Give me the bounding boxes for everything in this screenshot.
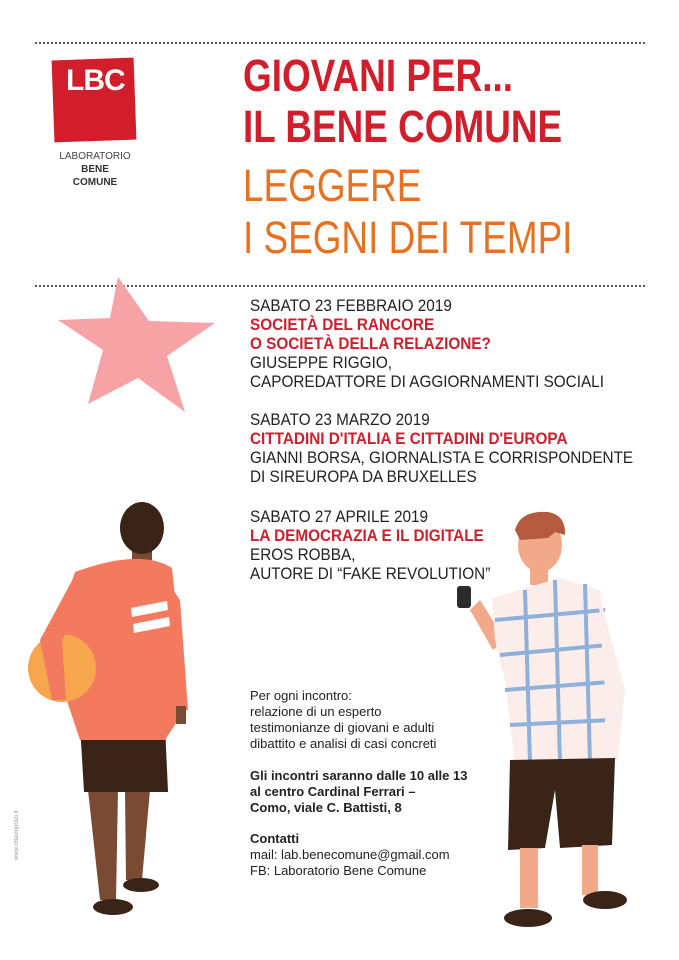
- contacts-block: [250, 831, 450, 879]
- event-3-speaker-line-2: AUTORE DI “FAKE REVOLUTION”: [250, 564, 491, 583]
- event-2-date: SABATO 23 MARZO 2019: [250, 410, 430, 429]
- event-1-date: SABATO 23 FEBBRAIO 2019: [250, 296, 452, 315]
- contacts-heading: Contatti: [250, 831, 300, 846]
- event-1-title-line-2: O SOCIETÀ DELLA RELAZIONE?: [250, 334, 491, 353]
- star-shape: [58, 277, 215, 412]
- format-item-2: testimonianze di giovani e adulti: [250, 720, 435, 735]
- venue-line-3: Como, viale C. Battisti, 8: [250, 800, 402, 815]
- event-1-speaker-line-2: CAPOREDATTORE DI AGGIORNAMENTI SOCIALI: [250, 372, 604, 391]
- contacts-mail[interactable]: mail: lab.benecomune@gmail.com: [250, 847, 450, 862]
- event-1-title-line-1: SOCIETÀ DEL RANCORE: [250, 315, 435, 334]
- event-1: [250, 296, 610, 391]
- designer-credit: www.ottavioposo.it: [14, 810, 20, 860]
- event-3-date: SABATO 27 APRILE 2019: [250, 507, 429, 526]
- logo-caption-line3: COMUNE: [72, 177, 118, 188]
- logo-caption-line1: LABORATORIO: [59, 151, 131, 162]
- event-2: [250, 410, 634, 486]
- venue-line-1: Gli incontri saranno dalle 10 alle 13: [250, 768, 468, 783]
- title-line-1: GIOVANI PER...: [243, 50, 513, 101]
- contacts-fb[interactable]: FB: Laboratorio Bene Comune: [250, 863, 427, 878]
- event-2-speaker-line-2: DI SIREUROPA DA BRUXELLES: [250, 467, 477, 486]
- left-person-figure: [28, 502, 188, 915]
- subtitle-line-2: I SEGNI DEI TEMPI: [243, 212, 573, 263]
- format-item-1: relazione di un esperto: [250, 704, 382, 719]
- event-3-speaker-line-1: EROS ROBBA,: [250, 545, 356, 564]
- lbc-logo-text: LBC: [66, 64, 125, 97]
- event-2-speaker-line-1: GIANNI BORSA, GIORNALISTA E CORRISPONDENTE: [250, 448, 634, 467]
- format-item-3: dibattito e analisi di casi concreti: [250, 736, 437, 751]
- format-block: [250, 688, 436, 752]
- venue-block: [250, 768, 467, 816]
- format-intro: Per ogni incontro:: [250, 688, 352, 703]
- subtitle-line-1: LEGGERE: [243, 160, 422, 211]
- logo-caption-line2: BENE: [81, 164, 109, 175]
- title-line-2: IL BENE COMUNE: [243, 101, 563, 152]
- venue-line-2: al centro Cardinal Ferrari –: [250, 784, 416, 799]
- event-2-title-line-1: CITTADINI D'ITALIA E CITTADINI D'EUROPA: [250, 429, 568, 448]
- event-3-title-line-1: LA DEMOCRAZIA E IL DIGITALE: [250, 526, 484, 545]
- event-3: [250, 507, 610, 583]
- event-1-speaker-line-1: GIUSEPPE RIGGIO,: [250, 353, 392, 372]
